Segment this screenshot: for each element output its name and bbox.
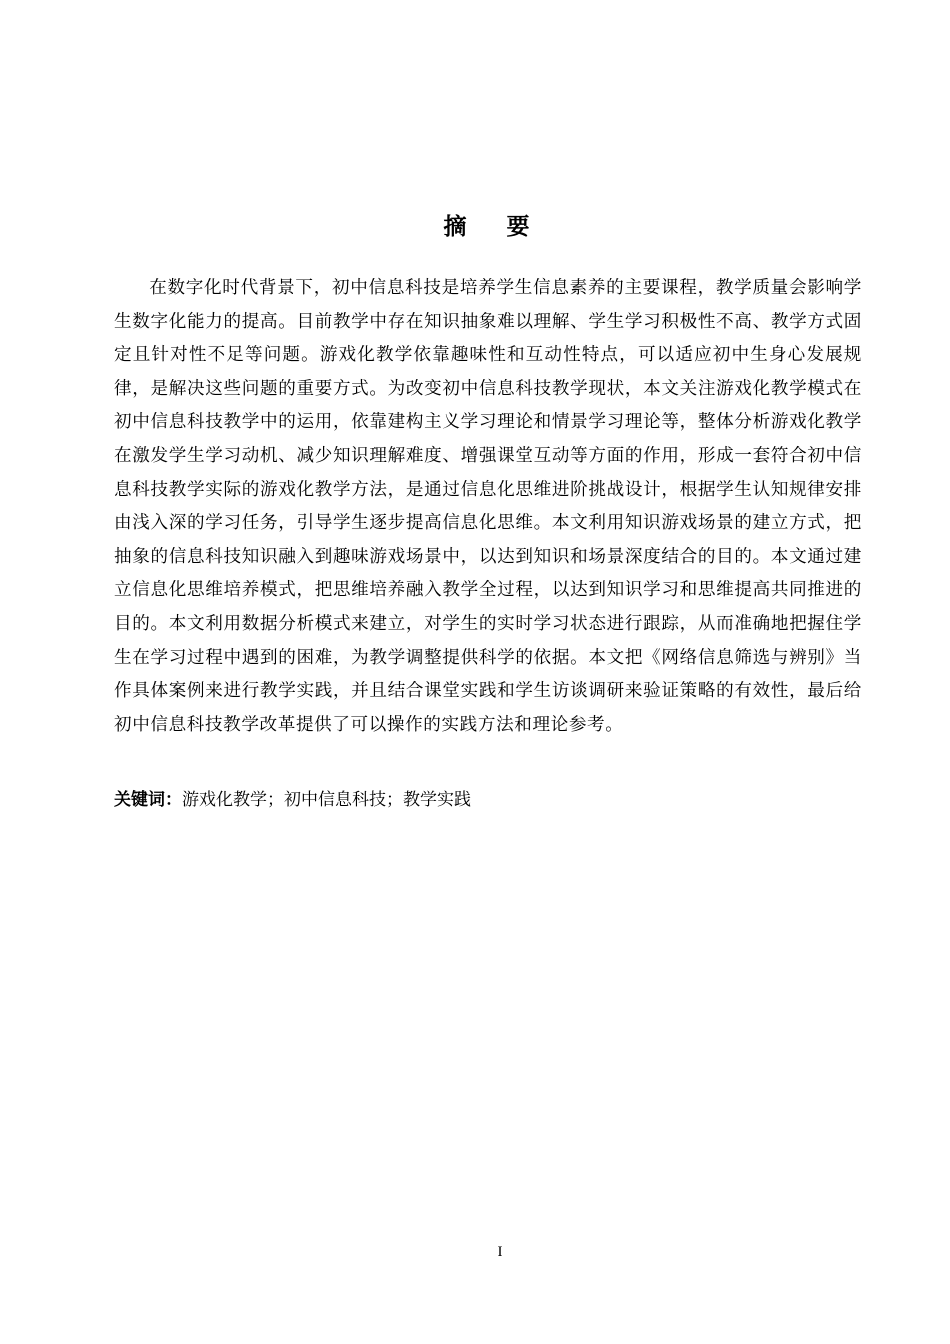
heading-char-1: 摘 [443, 214, 469, 240]
abstract-body: 在数字化时代背景下，初中信息科技是培养学生信息素养的主要课程，教学质量会影响学生数字化能力的提高。目前教学中存在知识抽象难以理解、学生学习积极性不高、教学方式固定且针对性不足等问题。游戏化教学依靠趣味性和互动性特点，可以适应初中生身心发展规律，是解决这些问题的重要方式。为改变初中信息科技教学现状，本文关注游戏化教学模式在初中信息科技教学中的运用，依靠建构主义学习理论和情景学习理论等，整体分析游戏化教学在激发学生学习动机、减少知识理解难度、增强课堂互动等方面的作用，形成一套符合初中信息科技教学实际的游戏化教学方法，是通过信息化思维进阶挑战设计，根据学生认知规律安排由浅入深的学习任务，引导学生逐步提高信息化思维。本文利用知识游戏场景的建立方式，把抽象的信息科技知识融入到趣味游戏场景中，以达到知识和场景深度结合的目的。本文通过建立信息化思维培养模式，把思维培养融入教学全过程，以达到知识学习和思维提高共同推进的目的。本文利用数据分析模式来建立，对学生的实时学习状态进行跟踪，从而准确地把握住学生在学习过程中遇到的困难，为教学调整提供科学的依据。本文把《网络信息筛选与辨别》当作具体案例来进行教学实践，并且结合课堂实践和学生访谈调研来验证策略的有效性，最后给初中信息科技教学改革提供了可以操作的实践方法和理论参考。 [114, 278, 862, 735]
heading-char-2: 要 [506, 214, 532, 240]
keywords-line [114, 786, 854, 814]
keywords-label: 关键词： [114, 790, 182, 810]
keywords-text: 游戏化教学；初中信息科技；教学实践 [182, 790, 471, 810]
page-number: I [497, 1244, 503, 1260]
abstract-heading [0, 208, 950, 241]
